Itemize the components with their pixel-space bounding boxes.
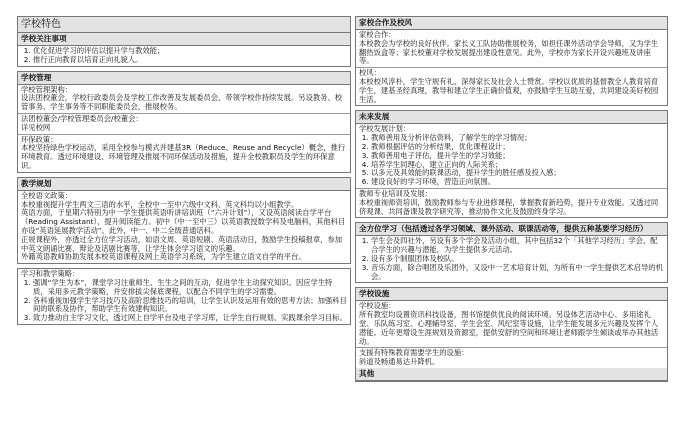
facilities-heading: 学校设施	[356, 288, 667, 301]
paragraph: 设法团校董会，学校行政委员会及学校工作改善及发展委员会，带领学校作持续发展。另设教务、校管事务、学生事务等不同职能委员会，推展校务。	[21, 93, 343, 112]
subheading: 法团校董会/学校管理委员会/校董会：	[21, 113, 143, 123]
allround-box	[356, 236, 667, 282]
concerns-heading: 学校关注事项	[18, 33, 350, 46]
paragraph: 英语方面，于星期六特别为中一学生提供英语听讲培训班（“六升计划”），又设英语阅读自学平台（Reading Assistant），提升阅读能力。初中（中一至中三）以英语教授数学科及电脑科，其他科目亦设“英语延展教学活动”。此外，中一、中二全级普通话科。	[21, 208, 346, 235]
management-structure-box	[18, 85, 350, 113]
list-item: 2. 各科重视加强学生学习技巧及高阶思维技巧的培训，让学生认识及运用有效的思考方法；加强科目间的联系及协作，帮助学生有效建构知识。	[33, 297, 347, 315]
list-item: 4. 培养学生同理心，建立正向的人际关系；	[371, 161, 664, 170]
allround-section	[355, 222, 668, 283]
paragraph: 本校校风淳朴，学生守规有礼，深得家长及社会人士赞赏。学校以优质的基督教全人教育培育学生，建基圣经真理，教导和建立学生正确价值观，亦鼓励学生互助互爱，共同建设美好校园生活。	[359, 76, 659, 104]
subheading: 环保政策：	[21, 134, 58, 144]
teacher-training-box	[356, 188, 667, 217]
management-heading: 学校管理	[18, 72, 350, 85]
facilities-section	[355, 287, 668, 382]
paragraph: 斜道及畅通易达升降机。	[359, 357, 440, 367]
list-item: 3. 致力推动自主学习文化，透过网上自学平台及电子学习库，让学生自行规划、实践课余学习目标。	[33, 314, 347, 323]
allround-heading: 全方位学习（包括透过各学习领域、课外活动、联课活动等，提供五种基要学习经历）	[356, 223, 667, 236]
sen-facilities-box	[356, 347, 667, 368]
strategy-section	[17, 268, 351, 325]
development-plan-box	[356, 124, 667, 188]
paragraph: 本校重视提升学生两文三语的水平，全校中一至中六级中文科、英文科均以小组教学。	[21, 199, 299, 209]
list-item: 2. 设有多个制服团体及校队。	[371, 255, 664, 264]
management-section	[17, 71, 351, 173]
concerns-section	[17, 16, 351, 67]
paragraph: 正规课程外，亦透过全方位学习活动，如语文周、英语短剧、英语活动日，鼓励学生投稿报章，参加中英文朗诵比赛、辩论及话剧比赛等，让学生体会学习语文的乐趣。	[21, 234, 343, 253]
list-item: 3. 音乐方面，除合唱团及乐团外，又设中一艺术培育计划，为所有中一学生提供艺术启导的机会。	[371, 264, 664, 282]
subheading: 学校设施：	[359, 301, 396, 311]
list-item: 1. 优化促进学习的评估以提升学与教效能；	[33, 47, 347, 56]
left-column	[17, 16, 351, 329]
home-school-box	[356, 30, 667, 67]
subheading: 支援有特殊教育需要学生的设施：	[359, 348, 469, 358]
list-item: 6. 建设良好的学习环境，营造正向氛围。	[371, 178, 664, 187]
list-item: 2. 推行正向教育以培育正向礼貌人。	[33, 56, 347, 65]
list-item: 5. 以多元及具效能的联课活动，提升学生的胜任感及投入感；	[371, 169, 664, 178]
subheading: 学校发展计划：	[359, 124, 411, 134]
subheading: 全校语文政策：	[21, 190, 73, 200]
board-box	[18, 113, 350, 134]
subheading: 教师专业培训及发展：	[359, 188, 432, 198]
right-column	[355, 16, 668, 386]
subheading: 学校管理架构：	[21, 84, 73, 94]
planning-heading: 教学规划	[18, 178, 350, 191]
paragraph: 本校重视师资培训，鼓励教师参与专业进修课程，掌握教育新趋势，提升专业效能。又透过同侪观课、共同备课及教学研究等，推动协作文化及鼓励终身学习。	[359, 197, 659, 216]
language-policy-box	[18, 191, 350, 263]
paragraph: 本校坚持绿色学校运动，采用全校参与模式并建基3R（Reduce、Reuse and Recycle）概念，推行环境教育。透过环境建设、环境管理及推展不同环保活动及措施，提升全校教职员及学生的环保意识。	[21, 143, 346, 170]
list-item: 1. 学生会及四社外，另设有多个学会及活动小组，其中包括32个「其他学习经历」学会，配合学生的兴趣与潜能，为学生提供多元活动。	[371, 237, 664, 255]
list-item: 1. 强调“学生为本”，课堂学习注重师生、生生之间的互动，促进学生主动探究知识。因应学生特质，采用多元教学策略，并安排拔尖保底课程，以配合不同学生的学习需要。	[33, 279, 347, 297]
list-item: 3. 教师善用电子评估，提升学生的学习效能；	[371, 152, 664, 161]
others-heading: 其他	[356, 368, 667, 381]
subheading: 校风：	[359, 68, 381, 78]
subheading: 家校合作：	[359, 30, 396, 39]
subheading: 学习和教学策略：	[21, 269, 80, 279]
facilities-box	[356, 301, 667, 347]
future-heading: 未来发展	[356, 111, 667, 124]
future-section	[355, 110, 668, 218]
planning-section	[17, 177, 351, 264]
page-title: 学校特色	[18, 17, 350, 33]
paragraph: 所有教室均设置资讯科技设备，图书馆提供优良的阅读环境。另设体艺活动中心、多用途礼堂、乐队练习室、心理辅导室、学生会室、风纪室等设施，让学生能发展多元兴趣及发挥个人潜能。近年更增设生涯规划及资源室，提供安舒的空间和环境让老师跟学生倾谈或举办其他活动。	[359, 310, 659, 346]
environment-policy-box	[18, 134, 350, 172]
partnership-heading: 家校合作及校风	[356, 17, 667, 30]
strategy-box	[18, 269, 350, 324]
paragraph: 外籍英语教师协助发展本校英语课程及网上英语学习系统，为学生建立语文自学的平台。	[21, 252, 306, 262]
school-ethos-box	[356, 67, 667, 105]
list-item: 1. 教师善用及分析评估资料，了解学生的学习情况；	[371, 134, 664, 143]
partnership-section	[355, 16, 668, 106]
concerns-box	[18, 46, 350, 66]
paragraph: 详见校网	[21, 122, 51, 132]
paragraph: 本校教会为学校的良好伙伴。家长义工队协助推展校务，如担任课外活动学会导师，又为学生翻热饭盒等；家长校董对学校发展提出建设性意见。此外，学校亦为家长开设兴趣班及讲座等。	[359, 38, 659, 66]
list-item: 2. 教师根据评估的分析结果，优化课程设计；	[371, 143, 664, 152]
